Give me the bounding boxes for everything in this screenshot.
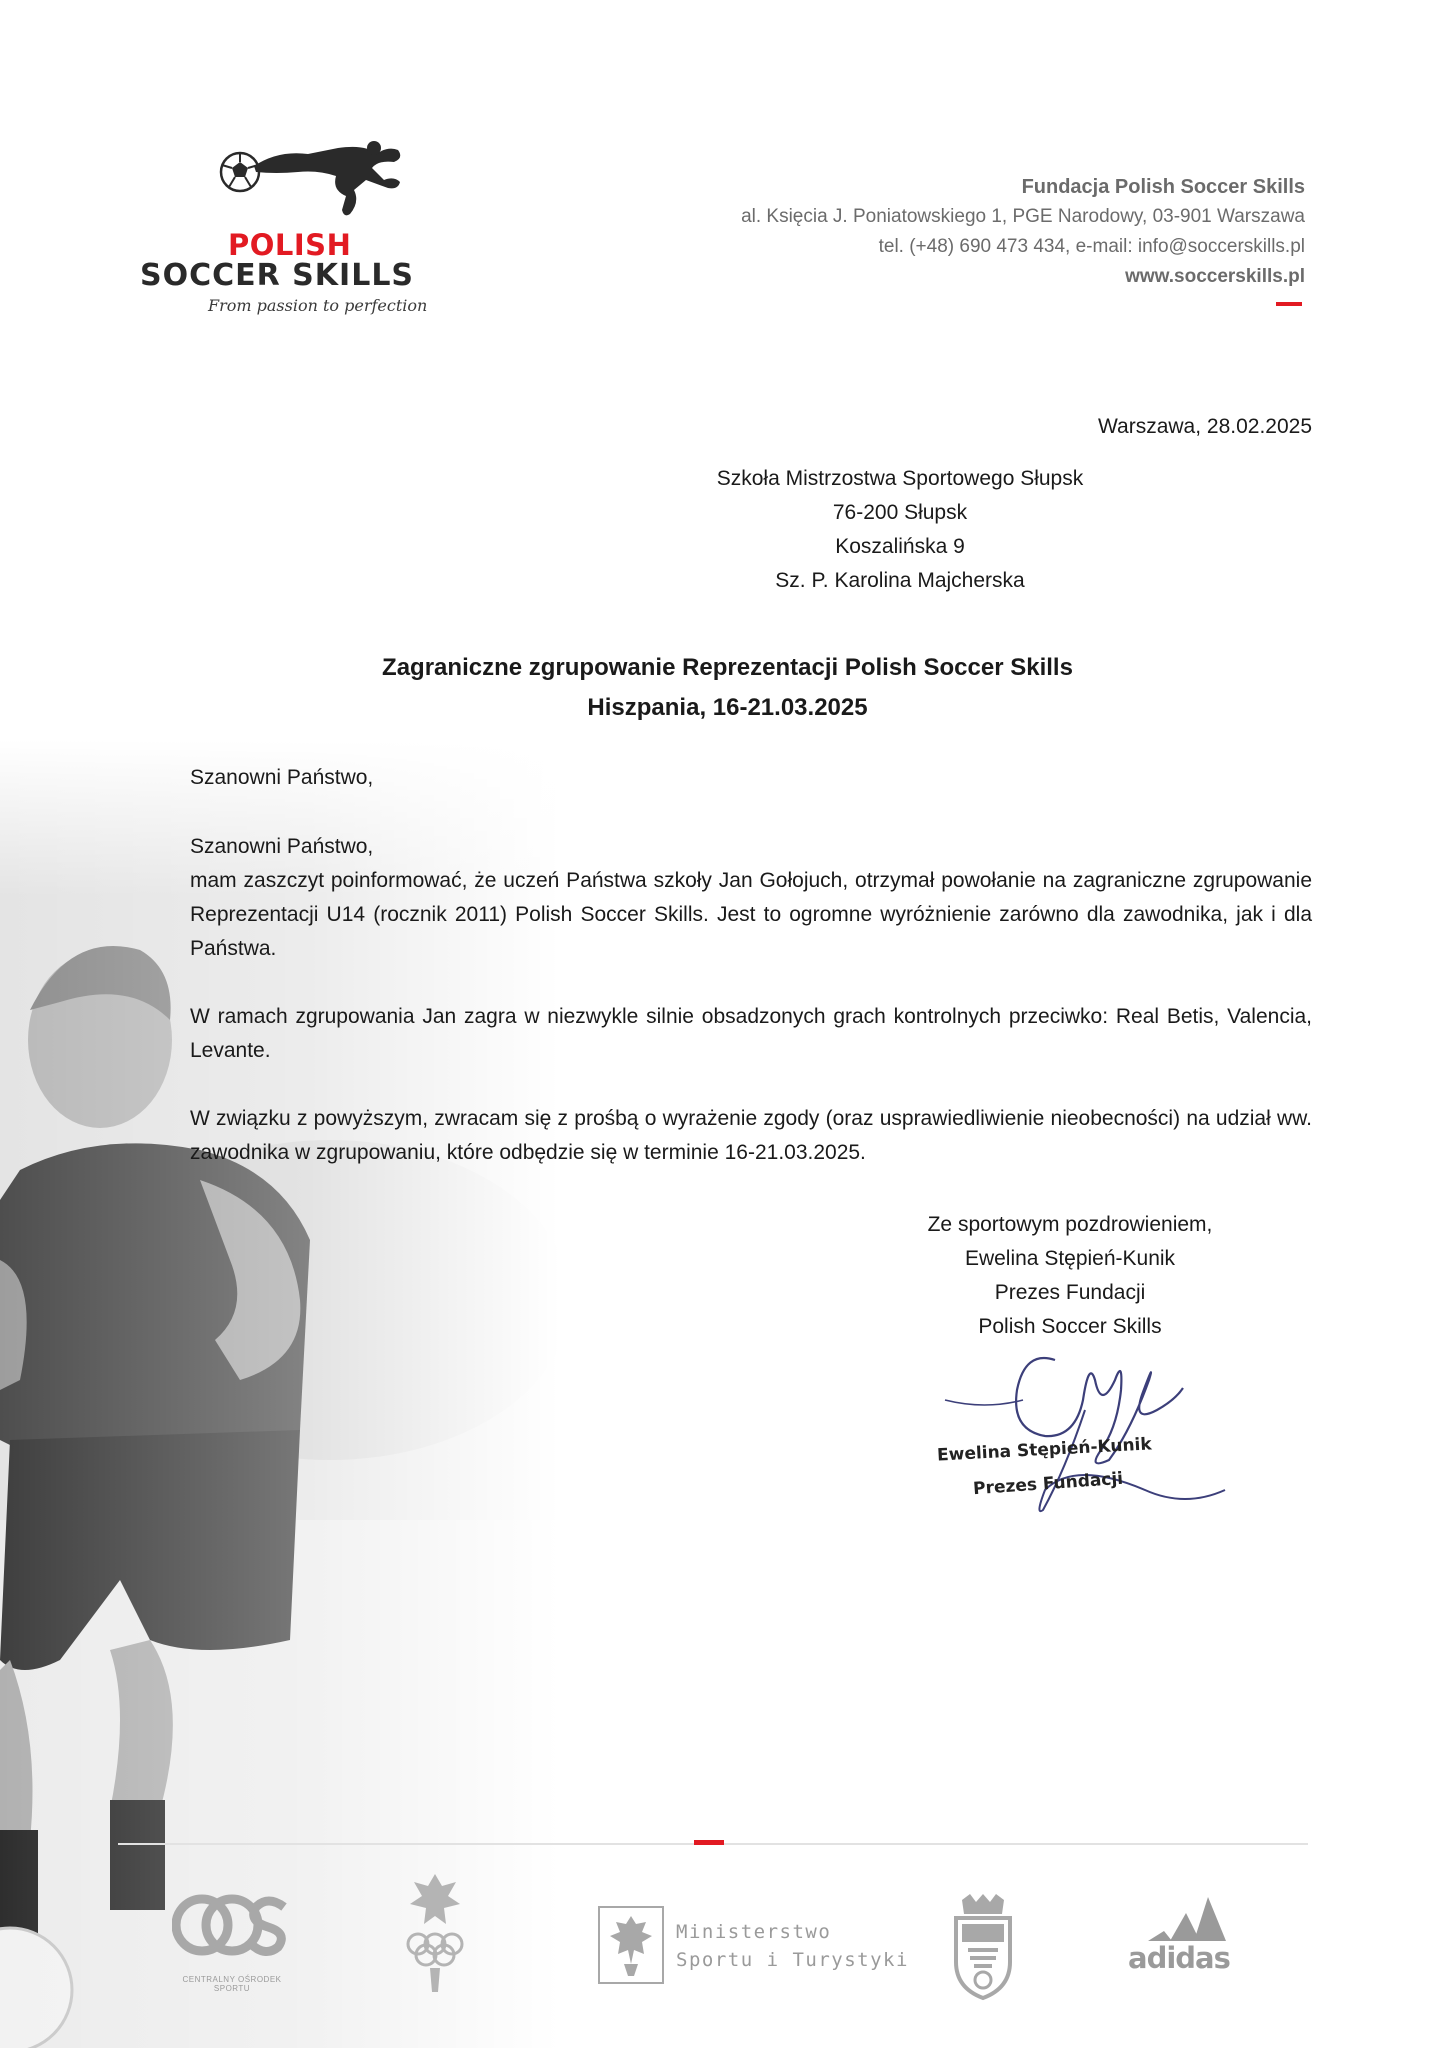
adidas-logo [1128, 1895, 1238, 1985]
body-paragraph: W związku z powyższym, zwracam się z prośbą o wyrażenie zgody (oraz usprawiedliwienie nieobecności) na udział ww. zawodnika w zgrupowaniu, które odbędzie się w terminie 16-21.03.2025. [190, 1107, 1312, 1164]
letter-subject [140, 648, 1315, 728]
ministry-line: Ministerstwo [676, 1921, 832, 1943]
signature-scribble-icon [925, 1340, 1235, 1520]
cos-emblem-icon [172, 1885, 292, 1965]
salutation: Szanowni Państwo, [190, 766, 374, 789]
logo-text-soccer-skills: SOCCER SKILLS [140, 258, 415, 293]
handwritten-signature [925, 1340, 1235, 1520]
ministry-logo [598, 1906, 909, 1996]
place-date: Warszawa, 28.02.2025 [1097, 415, 1312, 438]
recipient-line: 76-200 Słupsk [832, 501, 968, 524]
body-paragraph: W ramach zgrupowania Jan zagra w niezwykle silnie obsadzonych grach kontrolnych przeciwko: Real Betis, Valencia, Levante. [190, 1005, 1312, 1062]
subject-line: Zagraniczne zgrupowanie Reprezentacji Polish Soccer Skills [382, 654, 1073, 681]
adidas-stripes-icon [1128, 1895, 1238, 1941]
closing-line: Ze sportowym pozdrowieniem, [927, 1213, 1213, 1236]
header-accent-bar [1276, 302, 1302, 306]
logo-tagline: From passion to perfection [208, 296, 428, 315]
recipient-line: Koszalińska 9 [835, 535, 965, 558]
ministry-name [676, 1918, 909, 1974]
recipient-line: Szkoła Mistrzostwa Sportowego Słupsk [716, 467, 1084, 490]
organization-name: Fundacja Polish Soccer Skills [1021, 176, 1305, 198]
cos-caption: CENTRALNY OŚRODEK SPORTU [182, 1975, 282, 1993]
adidas-wordmark: adidas [1128, 1941, 1230, 1975]
footer-accent-bar [694, 1840, 724, 1845]
recipient-line: Sz. P. Karolina Majcherska [775, 569, 1025, 592]
eagle-olympic-rings-icon [390, 1868, 480, 1998]
closing-line: Prezes Fundacji [994, 1281, 1146, 1304]
kicking-player-icon [248, 140, 428, 220]
signature-stamp-name: Ewelina Stępień-Kunik [936, 1434, 1153, 1466]
subject-line: Hiszpania, 16-21.03.2025 [587, 694, 868, 721]
olympic-committee-logo [390, 1868, 480, 1998]
organization-address: al. Księcia J. Poniatowskiego 1, PGE Narodowy, 03-901 Warszawa [741, 206, 1305, 227]
cos-logo [172, 1885, 292, 1995]
polish-eagle-icon [598, 1906, 664, 1984]
organization-info [741, 172, 1305, 292]
logo-text-polish: POLISH [228, 228, 352, 262]
organization-contact: tel. (+48) 690 473 434, e-mail: info@soccerskills.pl [878, 236, 1305, 257]
closing-block [870, 1208, 1270, 1344]
pzpn-crest-logo [948, 1892, 1018, 2012]
football-federation-crest-icon [948, 1892, 1018, 2002]
letter-body [190, 830, 1312, 1204]
closing-line: Polish Soccer Skills [978, 1315, 1162, 1338]
closing-line: Ewelina Stępień-Kunik [964, 1247, 1176, 1270]
body-paragraph: Szanowni Państwo, mam zaszczyt poinformować, że uczeń Państwa szkoły Jan Gołojuch, otrzymał powołanie na zagraniczne zgrupowanie Reprezentacji U14 (rocznik 2011) Polish Soccer Skills. Jest to ogromne wyróżnienie zarówno dla zawodnika, jak i dla Państwa. [190, 835, 1312, 960]
recipient-block [700, 462, 1100, 598]
ministry-line: Sportu i Turystyki [676, 1949, 909, 1971]
organization-website: www.soccerskills.pl [1125, 266, 1305, 287]
polish-soccer-skills-logo [140, 140, 480, 320]
signature-stamp-title: Prezes Fundacji [972, 1468, 1124, 1500]
